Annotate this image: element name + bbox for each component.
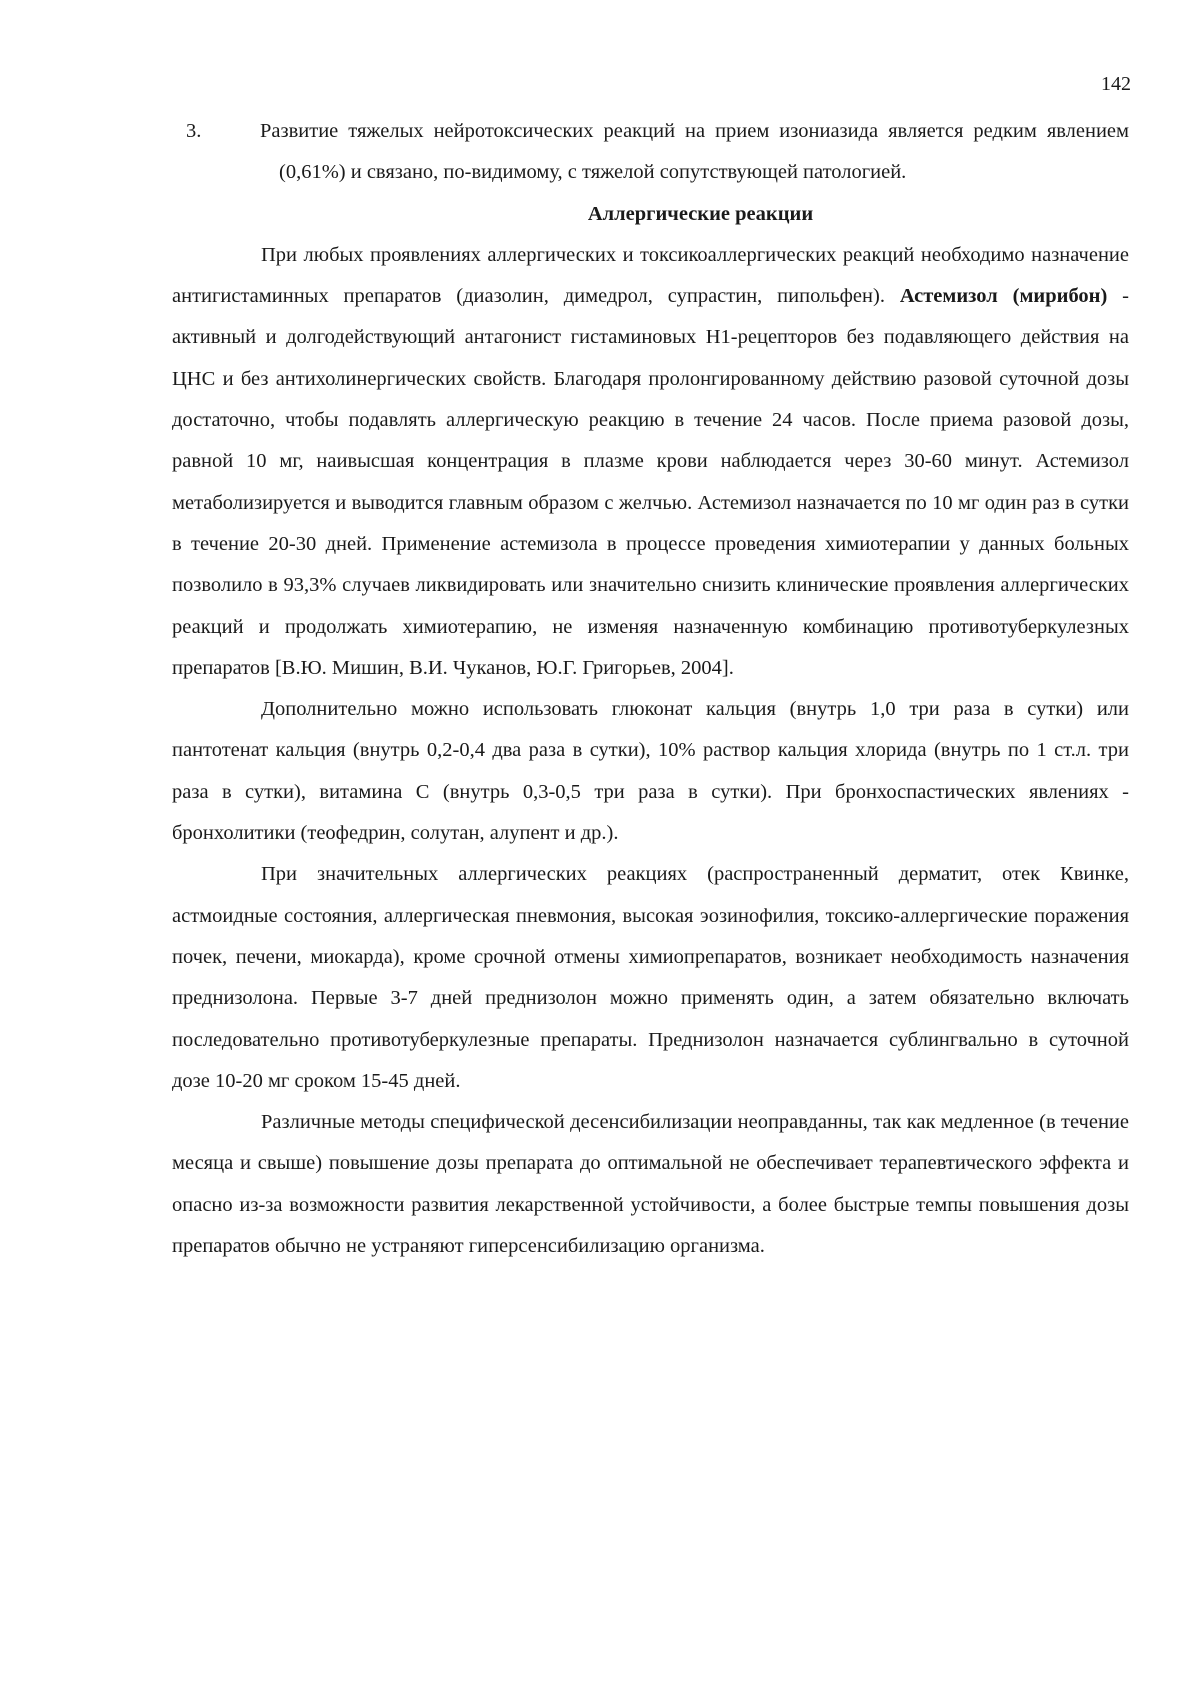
page-number: 142 <box>1101 73 1131 95</box>
paragraph-calcium: Дополнительно можно использовать глюконат кальция (внутрь 1,0 три раза в сутки) или пантотенат кальция (внутрь 0,2-0,4 два раза в сутки), 10% раствор кальция хлорида (внутрь по 1 ст.л. три раза в сутки), витамина С (внутрь 0,3-0,5 три раза в сутки). При бронхоспастических явлениях - бронхолитики (теофедрин, солутан, алупент и др.). <box>172 698 1129 845</box>
list-item-text: Развитие тяжелых нейротоксических реакций на прием изониазида является редким явлением (0,61%) и связано, по-видимому, с тяжелой сопутствующей патологией. <box>260 120 1129 184</box>
paragraph-antihistamines <box>172 235 1129 689</box>
section-title: Аллергические реакции <box>587 202 814 225</box>
drug-name-bold: Астемизол (мирибон) <box>899 285 1108 308</box>
paragraph-text: При любых проявлениях аллергических и токсикоаллергических реакций необходимо назначение антигистаминных препаратов (диазолин, димедрол, супрастин, пипольфен). <box>172 243 1129 308</box>
numbered-list-item: 3. Развитие тяжелых нейротоксических реакций на прием изониазида является редким явлением (0,61%) и связано, по-видимому, с тяжелой сопутствующей патологией. <box>186 120 1129 184</box>
paragraph-prednisolone: При значительных аллергических реакциях (распространенный дерматит, отек Квинке, астмоидные состояния, аллергическая пневмония, высокая эозинофилия, токсико-аллергические поражения почек, печени, миокарда), кроме срочной отмены химиопрепаратов, возникает необходимость назначения преднизолона. Первые 3-7 дней преднизолон можно применять один, а затем обязательно включать последовательно противотуберкулезные препараты. Преднизолон назначается сублингвально в суточной дозе 10-20 мг сроком 15-45 дней. <box>172 863 1129 1092</box>
page-content <box>172 111 1129 1267</box>
paragraph-text: - активный и долгодействующий антагонист гистаминовых Н1-рецепторов без подавляющего действия на ЦНС и без антихолинергических свойств. Благодаря пролонгированному действию разовой суточной дозы достаточно, чтобы подавлять аллергическую реакцию в течение 24 часов. После приема разовой дозы, равной 10 мг, наивысшая концентрация в плазме крови наблюдается через 30-60 минут. Астемизол метаболизируется и выводится главным образом с желчью. Астемизол назначается по 10 мг один раз в сутки в течение 20-30 дней. Применение астемизола в процессе проведения химиотерапии у данных больных позволило в 93,3% случаев ликвидировать или значительно снизить клинические проявления аллергических реакций и продолжать химиотерапию, не изменяя назначенную комбинацию противотуберкулезных препаратов [В.Ю. Мишин, В.И. Чуканов, Ю.Г. Григорьев, 2004]. <box>172 285 1130 679</box>
paragraph-desensitization: Различные методы специфической десенсибилизации неоправданны, так как медленное (в течение месяца и свыше) повышение дозы препарата до оптимальной не обеспечивает терапевтического эффекта и опасно из-за возможности развития лекарственной устойчивости, а более быстрые темпы повышения дозы препаратов обычно не устраняют гиперсенсибилизацию организма. <box>172 1111 1129 1258</box>
